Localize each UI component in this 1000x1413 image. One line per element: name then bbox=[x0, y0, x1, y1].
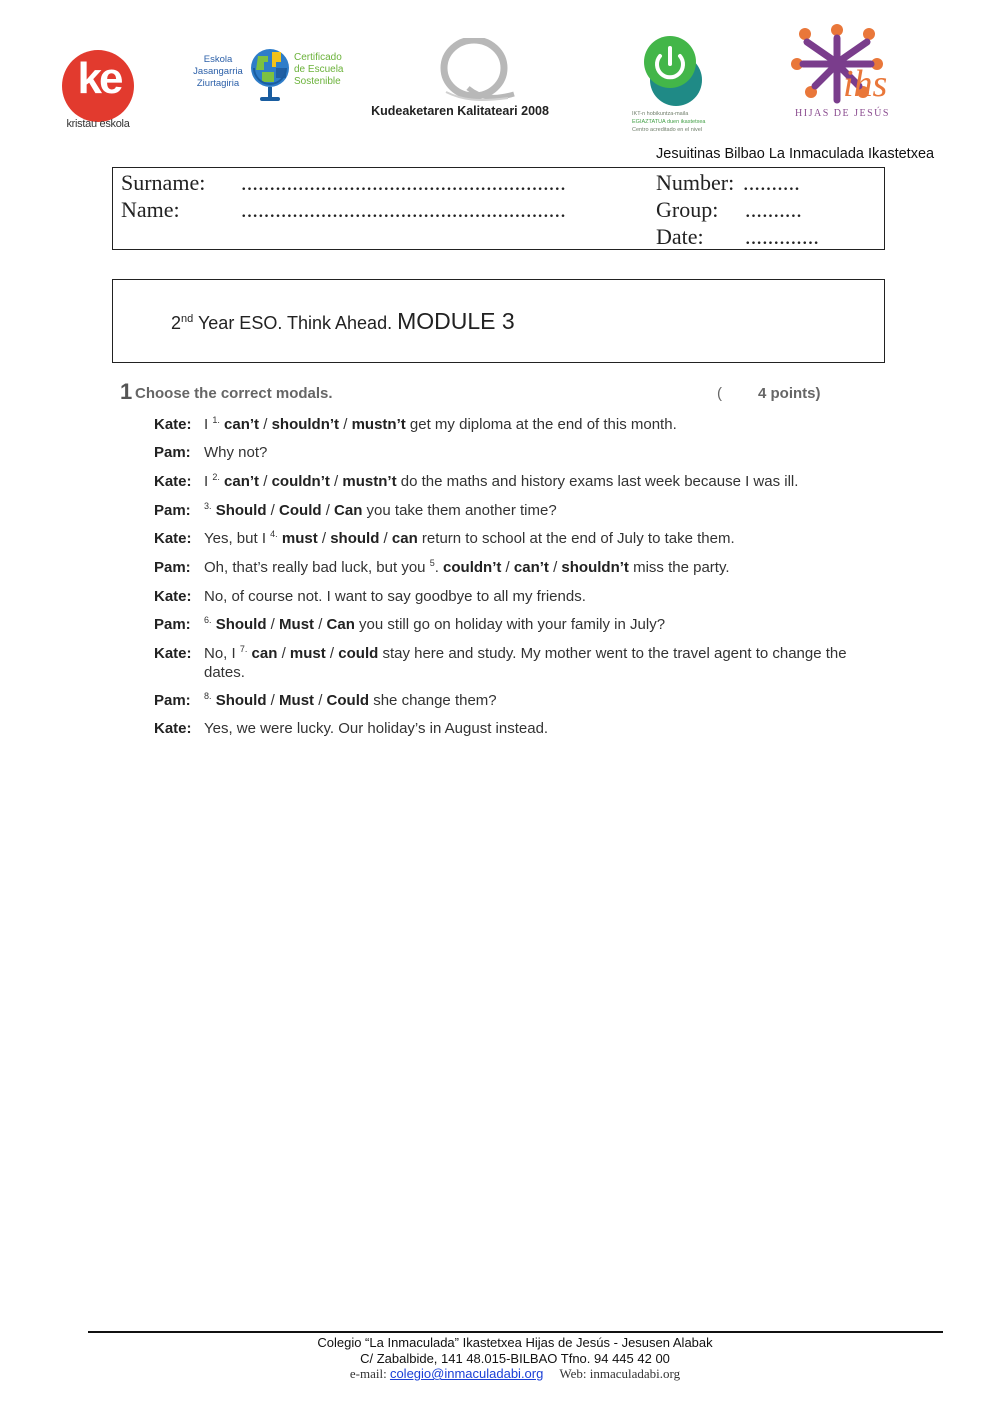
modal-option[interactable]: Can bbox=[326, 616, 355, 633]
kristau-eskola-logo bbox=[52, 48, 144, 132]
energy-line: EGIAZTATUA duen ikastetxea bbox=[632, 119, 706, 125]
gap-number: 1. bbox=[212, 415, 220, 425]
web-link[interactable]: inmaculadabi.org bbox=[589, 1366, 681, 1381]
dialogue-text: $^{6.}$ Should / Must / Can you still go on holiday with your family in July? bbox=[204, 615, 666, 633]
eskola-line: Certificado bbox=[294, 52, 342, 63]
page-title bbox=[171, 308, 515, 335]
name-field[interactable]: ......................................................... bbox=[241, 197, 566, 222]
dialogue-text: No, I $^{7.}$ can / must / could stay here and study. My mother went to the travel agent to change the dates. bbox=[204, 644, 847, 681]
gap-number: 4. bbox=[270, 529, 278, 539]
speaker-name: Kate: bbox=[154, 588, 192, 605]
speaker-name: Pam: bbox=[154, 692, 191, 709]
dialogue-text: I $^{2.}$ can’t / couldn’t / mustn’t do the maths and history exams last week because I was ill. bbox=[204, 472, 799, 490]
gap-number: 5 bbox=[429, 558, 435, 568]
speaker-name: Kate: bbox=[154, 473, 192, 490]
modal-option[interactable]: must bbox=[289, 645, 326, 662]
energy-line: IKT-n hobikuntza-maila bbox=[632, 111, 689, 117]
speaker-name: Kate: bbox=[154, 720, 192, 737]
gap-number: 3. bbox=[204, 501, 212, 511]
eskola-line: Ziurtagiria bbox=[196, 78, 240, 89]
ke-caption: kristau eskola bbox=[66, 118, 130, 130]
modal-option[interactable]: can bbox=[251, 645, 278, 662]
speaker-name: Pam: bbox=[154, 616, 191, 633]
modal-option[interactable]: must bbox=[281, 530, 318, 547]
school-name: Jesuitinas Bilbao La Inmaculada Ikastetxea bbox=[656, 146, 935, 162]
quality-caption: Kudeaketaren Kalitateari 2008 bbox=[371, 104, 549, 118]
gap-number: 6. bbox=[204, 615, 212, 625]
email-label: e-mail: bbox=[349, 1366, 390, 1381]
surname-label: Surname: bbox=[121, 170, 206, 195]
modal-option[interactable]: can bbox=[391, 530, 418, 547]
dialogue-text: Why not? bbox=[204, 444, 268, 461]
modal-option[interactable]: Should bbox=[215, 502, 267, 519]
speaker-name: Pam: bbox=[154, 559, 191, 576]
exercise-number: 1 bbox=[120, 379, 133, 404]
footer-school: Colegio “La Inmaculada” Ikastetxea Hijas de Jesús - Jesusen Alabak bbox=[317, 1335, 713, 1350]
gap-number: 7. bbox=[239, 644, 248, 654]
modal-option[interactable]: Should bbox=[215, 616, 267, 633]
modal-option[interactable]: can’t bbox=[224, 473, 260, 490]
dialogue-text: I $^{1.}$ can’t / shouldn’t / mustn’t get my diploma at the end of this month. bbox=[204, 415, 677, 433]
title-separator: . bbox=[387, 313, 398, 333]
modal-option[interactable]: Can bbox=[334, 502, 363, 519]
course-text: Year ESO. Think Ahead bbox=[193, 313, 388, 333]
eskola-line: de Escuela bbox=[294, 64, 344, 75]
speaker-name: Kate: bbox=[154, 645, 192, 662]
date-label: Date: bbox=[656, 224, 704, 249]
dialogue-text: $^{8.}$ Should / Must / Could she change them? bbox=[204, 691, 497, 709]
modal-option[interactable]: shouldn’t bbox=[561, 559, 629, 576]
modal-option[interactable]: Must bbox=[279, 692, 315, 709]
year-number: 2 bbox=[171, 313, 182, 333]
group-field[interactable]: .......... bbox=[745, 197, 802, 222]
modal-option[interactable]: Could bbox=[326, 692, 370, 709]
speaker-name: Pam: bbox=[154, 502, 191, 519]
footer-address: C/ Zabalbide, 141 48.015-BILBAO Tfno. 94 445 42 00 bbox=[360, 1351, 670, 1366]
ihs-mark: ihs bbox=[843, 63, 888, 105]
web-label: Web: bbox=[543, 1366, 590, 1381]
eskola-right-text bbox=[294, 52, 356, 88]
energy-small-text bbox=[632, 110, 712, 134]
hijas-de-jesus-logo bbox=[785, 20, 900, 120]
points-value: 4 points) bbox=[758, 385, 821, 402]
points-open: ( bbox=[717, 385, 722, 402]
student-info-box bbox=[112, 167, 885, 250]
eskola-line: Eskola bbox=[203, 54, 233, 65]
module-title-box bbox=[112, 279, 885, 363]
speaker-name: Kate: bbox=[154, 416, 192, 433]
modal-option[interactable]: can’t bbox=[224, 416, 260, 433]
hijas-caption: HIJAS DE JESÚS bbox=[795, 108, 890, 119]
number-label: Number: bbox=[656, 170, 735, 195]
eskola-line: Sostenible bbox=[294, 76, 341, 87]
gap-number: 2. bbox=[212, 472, 220, 482]
gap-number: 8. bbox=[204, 691, 212, 701]
name-label: Name: bbox=[121, 197, 180, 222]
module-label: MODULE 3 bbox=[397, 308, 515, 334]
dialogue-text: Yes, but I $^{4.}$ must / should / can return to school at the end of July to take them. bbox=[204, 529, 735, 547]
eskola-left-text bbox=[190, 54, 246, 90]
footer-divider bbox=[88, 1331, 943, 1333]
footer-contact bbox=[200, 1366, 830, 1382]
modal-option[interactable]: mustn’t bbox=[342, 473, 397, 490]
energy-line: Centro acreditado en el nivel bbox=[632, 127, 703, 133]
exercise-title: Choose the correct modals. bbox=[135, 385, 333, 402]
date-field[interactable]: ............. bbox=[745, 224, 820, 249]
speaker-name: Pam: bbox=[154, 444, 191, 461]
group-label: Group: bbox=[656, 197, 719, 222]
q-quality-icon bbox=[438, 38, 518, 104]
modal-option[interactable]: Should bbox=[215, 692, 267, 709]
modal-option[interactable]: can’t bbox=[513, 559, 549, 576]
eskola-line: Jasangarria bbox=[193, 66, 243, 77]
exercise-header bbox=[120, 379, 840, 409]
dialogue-text: No, of course not. I want to say goodbye to all my friends. bbox=[204, 588, 586, 605]
exercise-points bbox=[717, 385, 821, 402]
dialogue-text: Oh, that’s really bad luck, but you $^5$. couldn’t / can’t / shouldn’t miss the party. bbox=[204, 558, 730, 576]
dialogue-text: Yes, we were lucky. Our holiday’s in August instead. bbox=[204, 720, 549, 737]
speaker-name: Kate: bbox=[154, 530, 192, 547]
surname-field[interactable]: ......................................................... bbox=[241, 170, 566, 195]
modal-option[interactable]: mustn’t bbox=[351, 416, 406, 433]
globe-puzzle-icon bbox=[248, 44, 292, 106]
modal-option[interactable]: Must bbox=[279, 616, 315, 633]
dialogue-text: $^{3.}$ Should / Could / Can you take them another time? bbox=[204, 501, 557, 519]
modal-option[interactable]: couldn’t bbox=[443, 559, 502, 576]
ke-mark-text: ke bbox=[77, 54, 121, 103]
modal-option[interactable]: couldn’t bbox=[271, 473, 330, 490]
email-link[interactable]: colegio@inmaculadabi.org bbox=[389, 1366, 544, 1381]
quality-logo bbox=[360, 38, 560, 122]
power-icon bbox=[636, 34, 708, 106]
sustainable-school-logo bbox=[190, 40, 355, 110]
modal-option[interactable]: could bbox=[338, 645, 379, 662]
year-suffix: nd bbox=[181, 313, 194, 325]
energy-logo bbox=[632, 34, 712, 144]
modal-option[interactable]: Could bbox=[279, 502, 322, 519]
modal-option[interactable]: should bbox=[330, 530, 380, 547]
number-field[interactable]: .......... bbox=[743, 170, 800, 195]
modal-option[interactable]: shouldn’t bbox=[271, 416, 340, 433]
